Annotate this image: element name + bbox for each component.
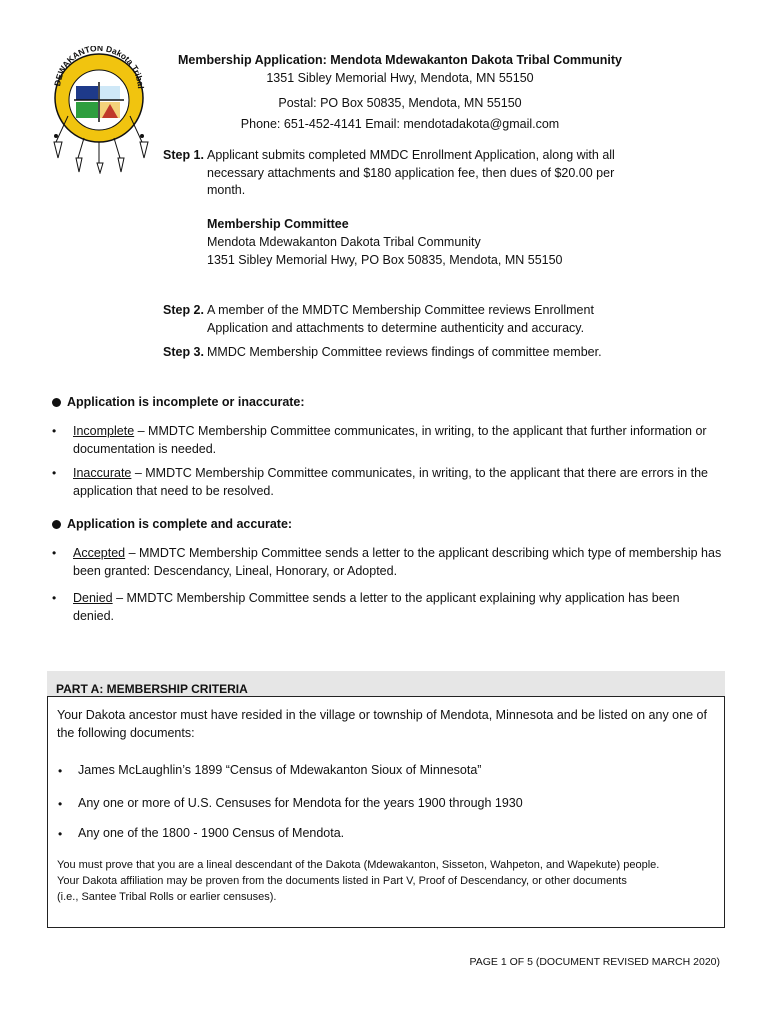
logo-arc-text: DEWAKANTON Dakota Tribal <box>52 46 146 89</box>
accepted-desc: – MMDTC Membership Committee sends a letter to the applicant describing which type of membership has been granted: Descendancy, Lineal, Honorary, or Adopted. <box>73 546 722 578</box>
bullet-icon: • <box>58 797 63 811</box>
page-title: Membership Application: Mendota Mdewakanton Dakota Tribal Community <box>177 53 623 67</box>
incomplete-heading <box>52 395 305 409</box>
step3-label: Step 3. <box>163 345 204 359</box>
part-a-item: James McLaughlin’s 1899 “Census of Mdewakanton Sioux of Minnesota” <box>78 763 482 777</box>
incomplete-desc: – MMDTC Membership Committee communicates, in writing, to the applicant that further information or documentation is needed. <box>73 424 707 456</box>
complete-heading-text: Application is complete and accurate: <box>67 517 293 531</box>
denied-term: Denied <box>73 591 113 605</box>
complete-heading <box>52 517 292 531</box>
header-postal: Postal: PO Box 50835, Mendota, MN 55150 <box>278 96 522 110</box>
step1-label: Step 1. <box>163 148 204 162</box>
part-a-item: Any one of the 1800 - 1900 Census of Mendota. <box>78 826 345 840</box>
step2-text: A member of the MMDTC Membership Committee reviews Enrollment Application and attachments to determine authenticity and accuracy. <box>207 303 594 335</box>
committee-title: Membership Committee <box>207 217 349 231</box>
header-address: 1351 Sibley Memorial Hwy, Mendota, MN 55150 <box>266 71 534 85</box>
committee-address: 1351 Sibley Memorial Hwy, PO Box 50835, Mendota, MN 55150 <box>207 253 563 267</box>
committee-name: Mendota Mdewakanton Dakota Tribal Community <box>207 235 481 249</box>
bullet-icon: • <box>52 424 57 438</box>
step2-label: Step 2. <box>163 303 204 317</box>
step1-text: Applicant submits completed MMDC Enrollment Application, along with all necessary attachments and $180 application fee, then dues of $20.00 per month. <box>207 148 615 197</box>
part-a-title: PART A: MEMBERSHIP CRITERIA <box>47 671 725 697</box>
incomplete-term: Incomplete <box>73 424 135 438</box>
inaccurate-item <box>73 465 723 500</box>
bullet-icon: • <box>52 591 57 605</box>
bullet-dot-icon <box>52 398 61 407</box>
bullet-icon: • <box>52 466 57 480</box>
incomplete-heading-text: Application is incomplete or inaccurate: <box>67 395 305 409</box>
step3-text: MMDC Membership Committee reviews findings of committee member. <box>207 345 602 359</box>
accepted-item <box>73 545 723 580</box>
page-footer: PAGE 1 OF 5 (DOCUMENT REVISED MARCH 2020) <box>469 956 720 968</box>
bullet-dot-icon <box>52 520 61 529</box>
denied-desc: – MMDTC Membership Committee sends a letter to the applicant explaining why application has been denied. <box>73 591 680 623</box>
inaccurate-term: Inaccurate <box>73 466 132 480</box>
bullet-icon: • <box>52 546 57 560</box>
header-phone: Phone: 651-452-4141 Email: mendotadakota@gmail.com <box>240 117 560 131</box>
tribal-community-logo <box>44 46 154 174</box>
inaccurate-desc: – MMDTC Membership Committee communicates, in writing, to the applicant that there are errors in the application that need to be resolved. <box>73 466 708 498</box>
part-a-note: You must prove that you are a lineal descendant of the Dakota (Mdewakanton, Sisseton, Wahpeton, and Wapekute) people. <box>57 859 660 871</box>
part-a-intro: Your Dakota ancestor must have resided in the village or township of Mendota, Minnesota and be listed on any one of the following documents: <box>57 708 707 740</box>
incomplete-item <box>73 423 723 458</box>
bullet-icon: • <box>58 827 63 841</box>
part-a-item: Any one or more of U.S. Censuses for Mendota for the years 1900 through 1930 <box>78 796 523 810</box>
bullet-icon: • <box>58 764 63 778</box>
part-a-note: (i.e., Santee Tribal Rolls or earlier censuses). <box>57 891 277 903</box>
denied-item <box>73 590 723 625</box>
accepted-term: Accepted <box>73 546 126 560</box>
part-a-note: Your Dakota affiliation may be proven from the documents listed in Part V, Proof of Descendancy, or other documents <box>57 875 627 887</box>
